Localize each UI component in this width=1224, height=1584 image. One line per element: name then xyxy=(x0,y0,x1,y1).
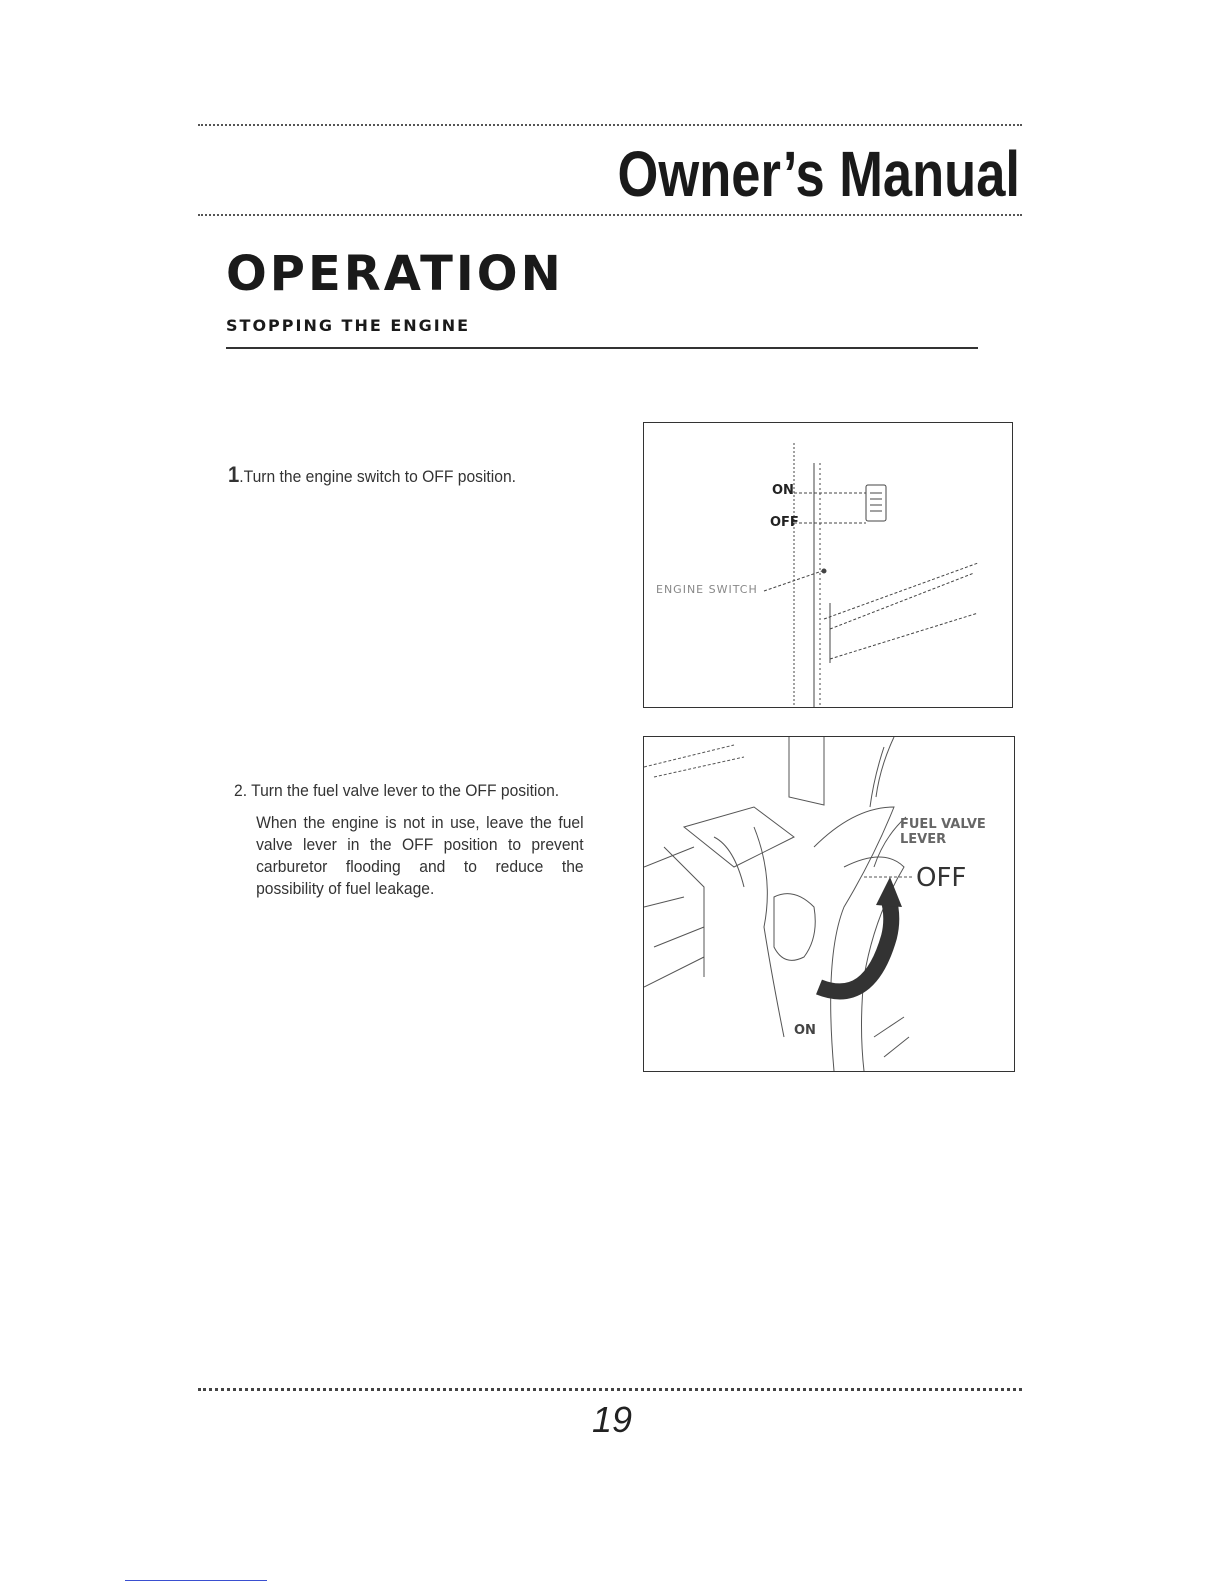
engine-switch-figure xyxy=(643,422,1013,708)
fuel-valve-figure xyxy=(643,736,1015,1072)
switch-on-label: ON xyxy=(772,483,794,498)
fuel-valve-lever-label: FUEL VALVE LEVER xyxy=(900,817,986,847)
step-1-number: 1 xyxy=(228,462,240,487)
step-2-number: 2. xyxy=(234,781,248,800)
step-2 xyxy=(234,780,584,910)
header-top-rule xyxy=(198,124,1022,126)
step-1 xyxy=(228,464,614,488)
section-rule xyxy=(226,347,978,349)
bottom-link-underline xyxy=(125,1580,267,1581)
fuel-valve-drawing xyxy=(644,737,1014,1071)
engine-switch-drawing xyxy=(644,423,1012,707)
section-title: OPERATION xyxy=(226,246,564,302)
step-2-instruction xyxy=(234,780,584,802)
manual-title: Owner’s Manual xyxy=(617,138,1020,210)
step-1-text: .Turn the engine switch to OFF position. xyxy=(239,467,517,486)
switch-off-label: OFF xyxy=(770,515,799,530)
footer-rule xyxy=(198,1388,1022,1391)
engine-switch-label: ENGINE SWITCH xyxy=(656,583,758,596)
fuel-valve-off-label: OFF xyxy=(916,863,967,893)
fuel-valve-on-label: ON xyxy=(794,1023,816,1038)
step-2-text: Turn the fuel valve lever to the OFF position. xyxy=(251,781,560,800)
header-bottom-rule xyxy=(198,214,1022,216)
step-2-note: When the engine is not in use, leave the fuel valve lever in the OFF position to prevent carburetor flooding and to reduce the possibility of fuel leakage. xyxy=(256,813,584,898)
page-number: 19 xyxy=(591,1399,633,1440)
subsection-title: STOPPING THE ENGINE xyxy=(226,316,471,335)
